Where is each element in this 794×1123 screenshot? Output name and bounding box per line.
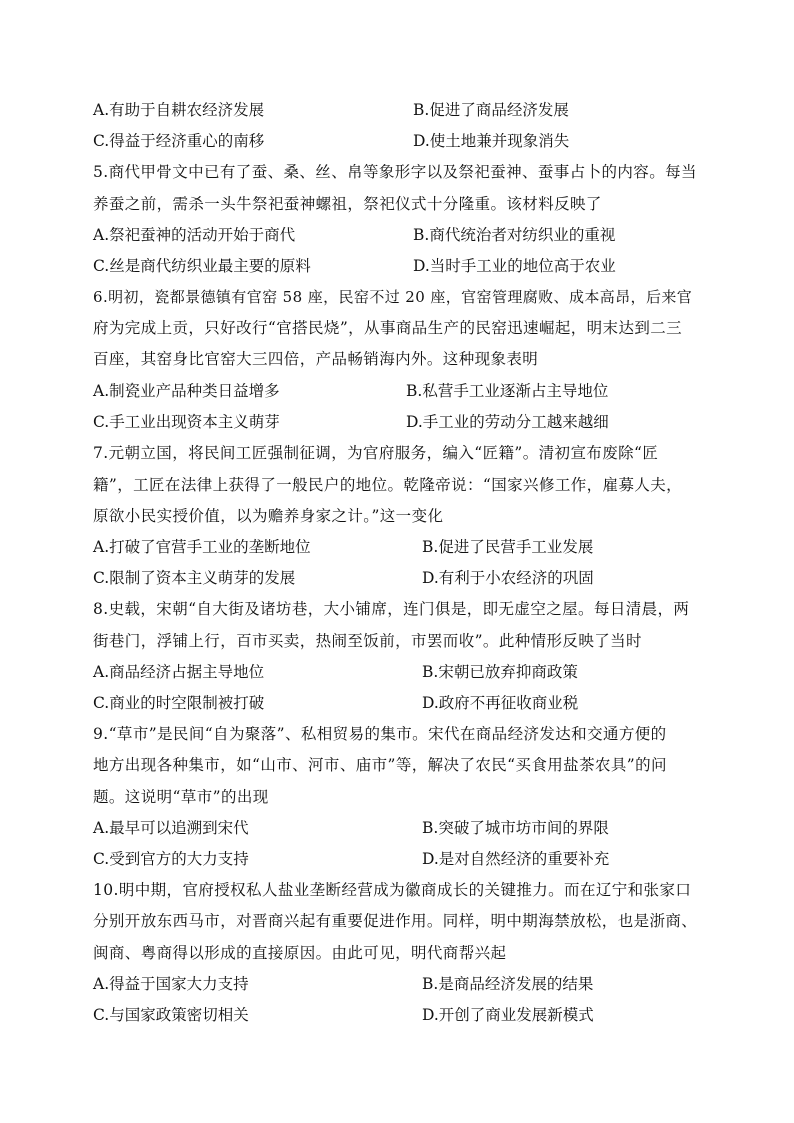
option-b: B.促进了民营手工业发展 bbox=[422, 538, 594, 556]
option-c: C.手工业出现资本主义萌芽 bbox=[93, 413, 280, 431]
question-stem-line: 6.明初，瓷都景德镇有官窑 58 座，民窑不过 20 座，官窑管理腐败、成本高昂，后来官 bbox=[93, 288, 693, 306]
question-stem-line: 籍”，工匠在法律上获得了一般民户的地位。乾隆帝说：“国家兴修工作，雇募人夫， bbox=[93, 476, 683, 494]
question-stem-line: 题。这说明“草市”的出现 bbox=[93, 788, 269, 806]
question-stem-line: 10.明中期，官府授权私人盐业垄断经营成为徽商成长的关键推力。而在辽宁和张家口 bbox=[93, 881, 692, 899]
option-b: B.突破了城市坊市间的界限 bbox=[422, 819, 609, 837]
question-stem-line: 分别开放东西马市，对晋商兴起有重要促进作用。同样，明中期海禁放松，也是浙商、 bbox=[93, 912, 698, 930]
option-b: B.商代统治者对纺织业的重视 bbox=[413, 226, 616, 244]
question-stem-line: 8.史载，宋朝“自大街及诸坊巷，大小铺席，连门俱是，即无虚空之屋。每日清晨，两 bbox=[93, 600, 690, 618]
question-stem-line: 百座，其窑身比官窑大三四倍，产品畅销海内外。这种现象表明 bbox=[93, 350, 539, 368]
question-stem-line: 街巷门，浮铺上行，百市买卖，热闹至饭前，市罢而收”。此种情形反映了当时 bbox=[93, 632, 642, 650]
question-stem-line: 5.商代甲骨文中已有了蚕、桑、丝、帛等象形字以及祭祀蚕神、蚕事占卜的内容。每当 bbox=[93, 163, 697, 181]
option-b: B.促进了商品经济发展 bbox=[413, 101, 569, 119]
option-a: A.最早可以追溯到宋代 bbox=[93, 819, 249, 837]
option-c: C.丝是商代纺织业最主要的原料 bbox=[93, 257, 311, 275]
option-c: C.得益于经济重心的南移 bbox=[93, 132, 265, 150]
question-stem-line: 养蚕之前，需杀一头牛祭祀蚕神螺祖，祭祀仪式十分隆重。该材料反映了 bbox=[93, 195, 602, 213]
option-b: B.是商品经济发展的结果 bbox=[422, 975, 594, 993]
option-d: D.使土地兼并现象消失 bbox=[413, 132, 570, 150]
question-stem-line: 9.“草市”是民间“自为聚落”、私相贸易的集市。宋代在商品经济发达和交通方便的 bbox=[93, 725, 667, 743]
option-d: D.政府不再征收商业税 bbox=[422, 694, 579, 712]
option-c: C.与国家政策密切相关 bbox=[93, 1006, 249, 1024]
option-d: D.有利于小农经济的巩固 bbox=[422, 569, 594, 587]
option-a: A.商品经济占据主导地位 bbox=[93, 663, 265, 681]
option-b: B.宋朝已放弃抑商政策 bbox=[422, 663, 578, 681]
option-a: A.得益于国家大力支持 bbox=[93, 975, 249, 993]
option-d: D.当时手工业的地位高于农业 bbox=[413, 257, 616, 275]
question-stem-line: 府为完成上贡，只好改行“官搭民烧”，从事商品生产的民窑迅速崛起，明末达到二三 bbox=[93, 319, 683, 337]
question-stem-line: 原欲小民实授价值，以为赡养身家之计。”这一变化 bbox=[93, 507, 444, 525]
option-a: A.有助于自耕农经济发展 bbox=[93, 101, 265, 119]
option-d: D.是对自然经济的重要补充 bbox=[422, 850, 610, 868]
question-stem-line: 地方出现各种集市，如“山市、河市、庙市”等，解决了农民“买食用盐茶农具”的问 bbox=[93, 756, 667, 774]
option-d: D.手工业的劳动分工越来越细 bbox=[406, 413, 609, 431]
option-d: D.开创了商业发展新模式 bbox=[422, 1006, 594, 1024]
option-a: A.打破了官营手工业的垄断地位 bbox=[93, 538, 311, 556]
option-a: A.制瓷业产品种类日益增多 bbox=[93, 382, 280, 400]
question-stem-line: 闽商、粤商得以形成的直接原因。由此可见，明代商帮兴起 bbox=[93, 944, 507, 962]
option-c: C.限制了资本主义萌芽的发展 bbox=[93, 569, 296, 587]
option-a: A.祭祀蚕神的活动开始于商代 bbox=[93, 226, 296, 244]
option-c: C.受到官方的大力支持 bbox=[93, 850, 249, 868]
question-stem-line: 7.元朝立国，将民间工匠强制征调，为官府服务，编入“匠籍”。清初宣布废除“匠 bbox=[93, 444, 659, 462]
option-b: B.私营手工业逐渐占主导地位 bbox=[406, 382, 609, 400]
option-c: C.商业的时空限制被打破 bbox=[93, 694, 265, 712]
